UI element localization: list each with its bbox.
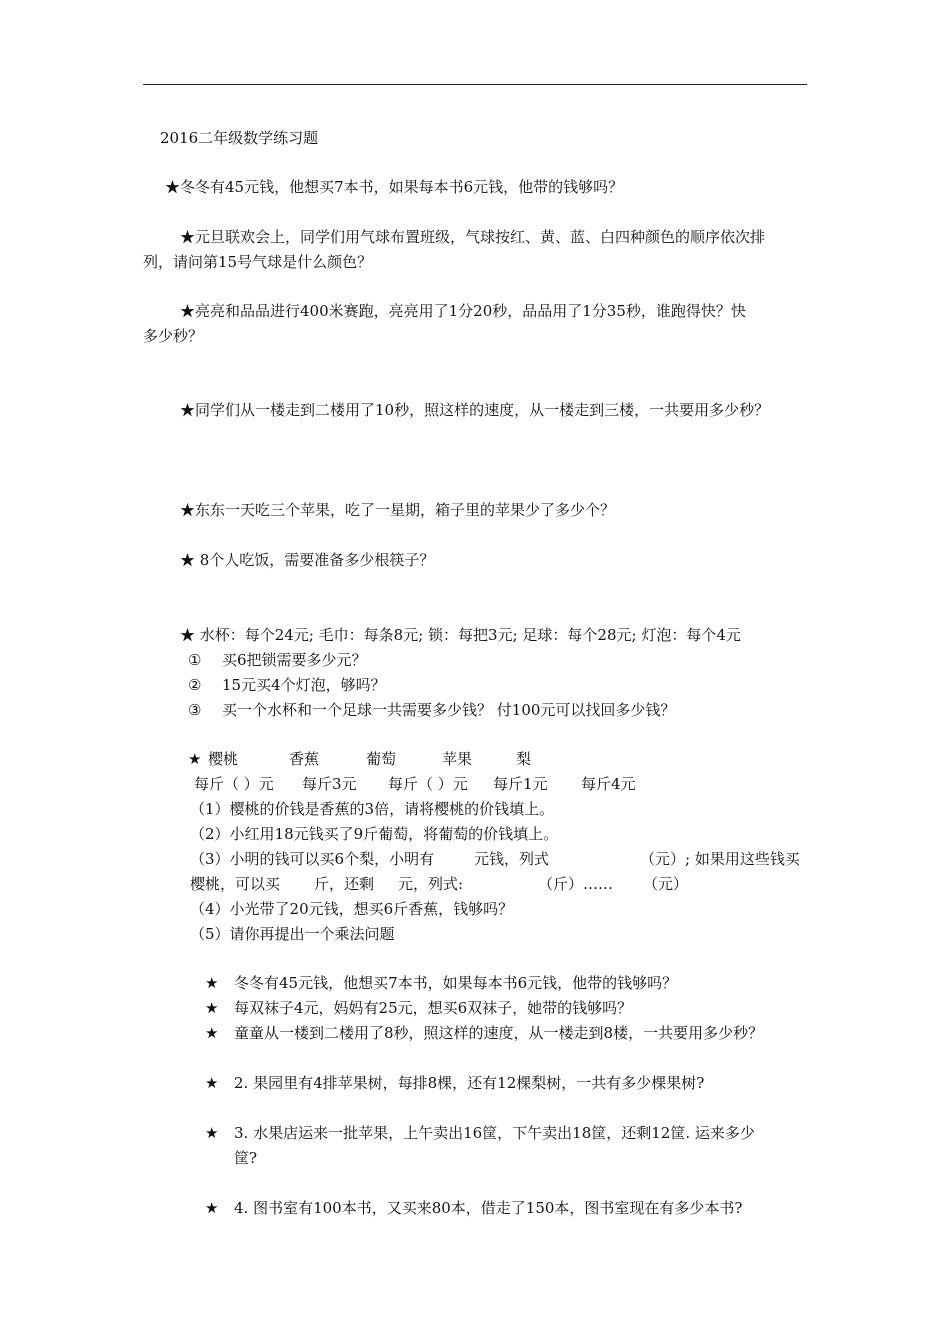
item-marker: ① xyxy=(188,651,202,669)
fruit-price: 每斤4元 xyxy=(581,775,636,793)
sub-question-3-part: 斤，还剩 xyxy=(314,875,375,893)
question-3-line-2: 多少秒？ xyxy=(143,327,204,345)
fruit-name: 香蕉 xyxy=(289,750,320,768)
question-7-item-3 xyxy=(188,700,675,720)
item-text: 买一个水杯和一个足球一共需要多少钱？ 付100元可以找回多少钱？ xyxy=(222,701,676,719)
question-6: ★ 8个人吃饭，需要准备多少根筷子？ xyxy=(180,551,435,569)
fruit-name: 葡萄 xyxy=(366,750,397,768)
question-7-intro: ★ 水杯：每个24元; 毛巾：每条8元; 锁：每把3元; 足球：每个28元; 灯泡：每个4元 xyxy=(180,626,741,644)
page-title: 2016二年级数学练习题 xyxy=(160,129,319,147)
sub-question-3-part: （元）; 如果用这些钱买 xyxy=(640,850,800,868)
fruit-price: 每斤1元 xyxy=(493,775,548,793)
item-text: 买6把锁需要多少元？ xyxy=(222,651,367,669)
star-marker: ★ xyxy=(205,1124,219,1142)
star-marker: ★ xyxy=(205,999,219,1017)
sub-question-3-part: （3）小明的钱可以买6个梨，小明有 xyxy=(190,850,435,868)
star-marker: ★ xyxy=(205,1199,219,1217)
item-marker: ③ xyxy=(188,701,202,719)
sub-question-3-part: （元） xyxy=(643,875,689,893)
list-item: 3. 水果店运来一批苹果，上午卖出16筐，下午卖出18筐，还剩12筐. 运来多少 xyxy=(234,1124,755,1142)
fruit-name: 梨 xyxy=(516,750,532,768)
question-7-item-2 xyxy=(188,675,386,695)
star-marker: ★ xyxy=(188,750,202,768)
star-marker: ★ xyxy=(205,1074,219,1092)
item-marker: ② xyxy=(188,676,202,694)
fruit-price: 每斤（ ）元 xyxy=(388,775,468,793)
sub-question-3-part: 樱桃，可以买 xyxy=(190,875,281,893)
question-3-line-1: ★亮亮和品品进行400米赛跑，亮亮用了1分20秒，品品用了1分35秒，谁跑得快？快 xyxy=(180,302,746,320)
list-item: 每双袜子4元，妈妈有25元，想买6双袜子，她带的钱够吗？ xyxy=(234,999,633,1017)
sub-question-3-part: 元钱，列式 xyxy=(474,850,550,868)
star-marker: ★ xyxy=(205,1024,219,1042)
list-item: 童童从一楼到二楼用了8秒，照这样的速度，从一楼走到8楼，一共要用多少秒？ xyxy=(234,1024,764,1042)
question-2-line-2: 列，请问第15号气球是什么颜色？ xyxy=(143,253,373,271)
fruit-price: 每斤3元 xyxy=(302,775,357,793)
question-4: ★同学们从一楼走到二楼用了10秒，照这样的速度，从一楼走到三楼，一共要用多少秒？ xyxy=(180,401,770,419)
fruit-header-row xyxy=(188,749,201,769)
list-item: 2. 果园里有4排苹果树，每排8棵，还有12棵梨树，一共有多少棵果树? xyxy=(234,1074,705,1092)
sub-question-5: （5）请你再提出一个乘法问题 xyxy=(190,925,395,943)
sub-question-2: （2）小红用18元钱买了9斤葡萄，将葡萄的价钱填上。 xyxy=(190,825,559,843)
fruit-name: 苹果 xyxy=(442,750,473,768)
list-item: 4. 图书室有100本书，又买来80本，借走了150本，图书室现在有多少本书? xyxy=(234,1199,743,1217)
star-marker: ★ xyxy=(205,974,219,992)
header-rule xyxy=(143,84,807,85)
fruit-name: 樱桃 xyxy=(208,750,239,768)
list-item-continued: 筐? xyxy=(234,1149,258,1167)
list-item: 冬冬有45元钱，他想买7本书，如果每本书6元钱，他带的钱够吗？ xyxy=(234,974,678,992)
sub-question-1: （1）樱桃的价钱是香蕉的3倍，请将樱桃的价钱填上。 xyxy=(190,800,555,818)
fruit-price: 每斤（ ）元 xyxy=(194,775,274,793)
question-7-item-1 xyxy=(188,650,367,670)
sub-question-3-part: （斤）…… xyxy=(538,875,614,893)
item-text: 15元买4个灯泡，够吗？ xyxy=(222,676,386,694)
question-2-line-1: ★元旦联欢会上，同学们用气球布置班级，气球按红、黄、蓝、白四种颜色的顺序依次排 xyxy=(180,228,766,246)
question-1: ★冬冬有45元钱，他想买7本书，如果每本书6元钱，他带的钱够吗？ xyxy=(165,178,624,196)
sub-question-3-part: 元，列式: xyxy=(398,875,464,893)
question-5: ★东东一天吃三个苹果，吃了一星期，箱子里的苹果少了多少个？ xyxy=(180,501,616,519)
sub-question-4: （4）小光带了20元钱，想买6斤香蕉，钱够吗？ xyxy=(190,900,514,918)
